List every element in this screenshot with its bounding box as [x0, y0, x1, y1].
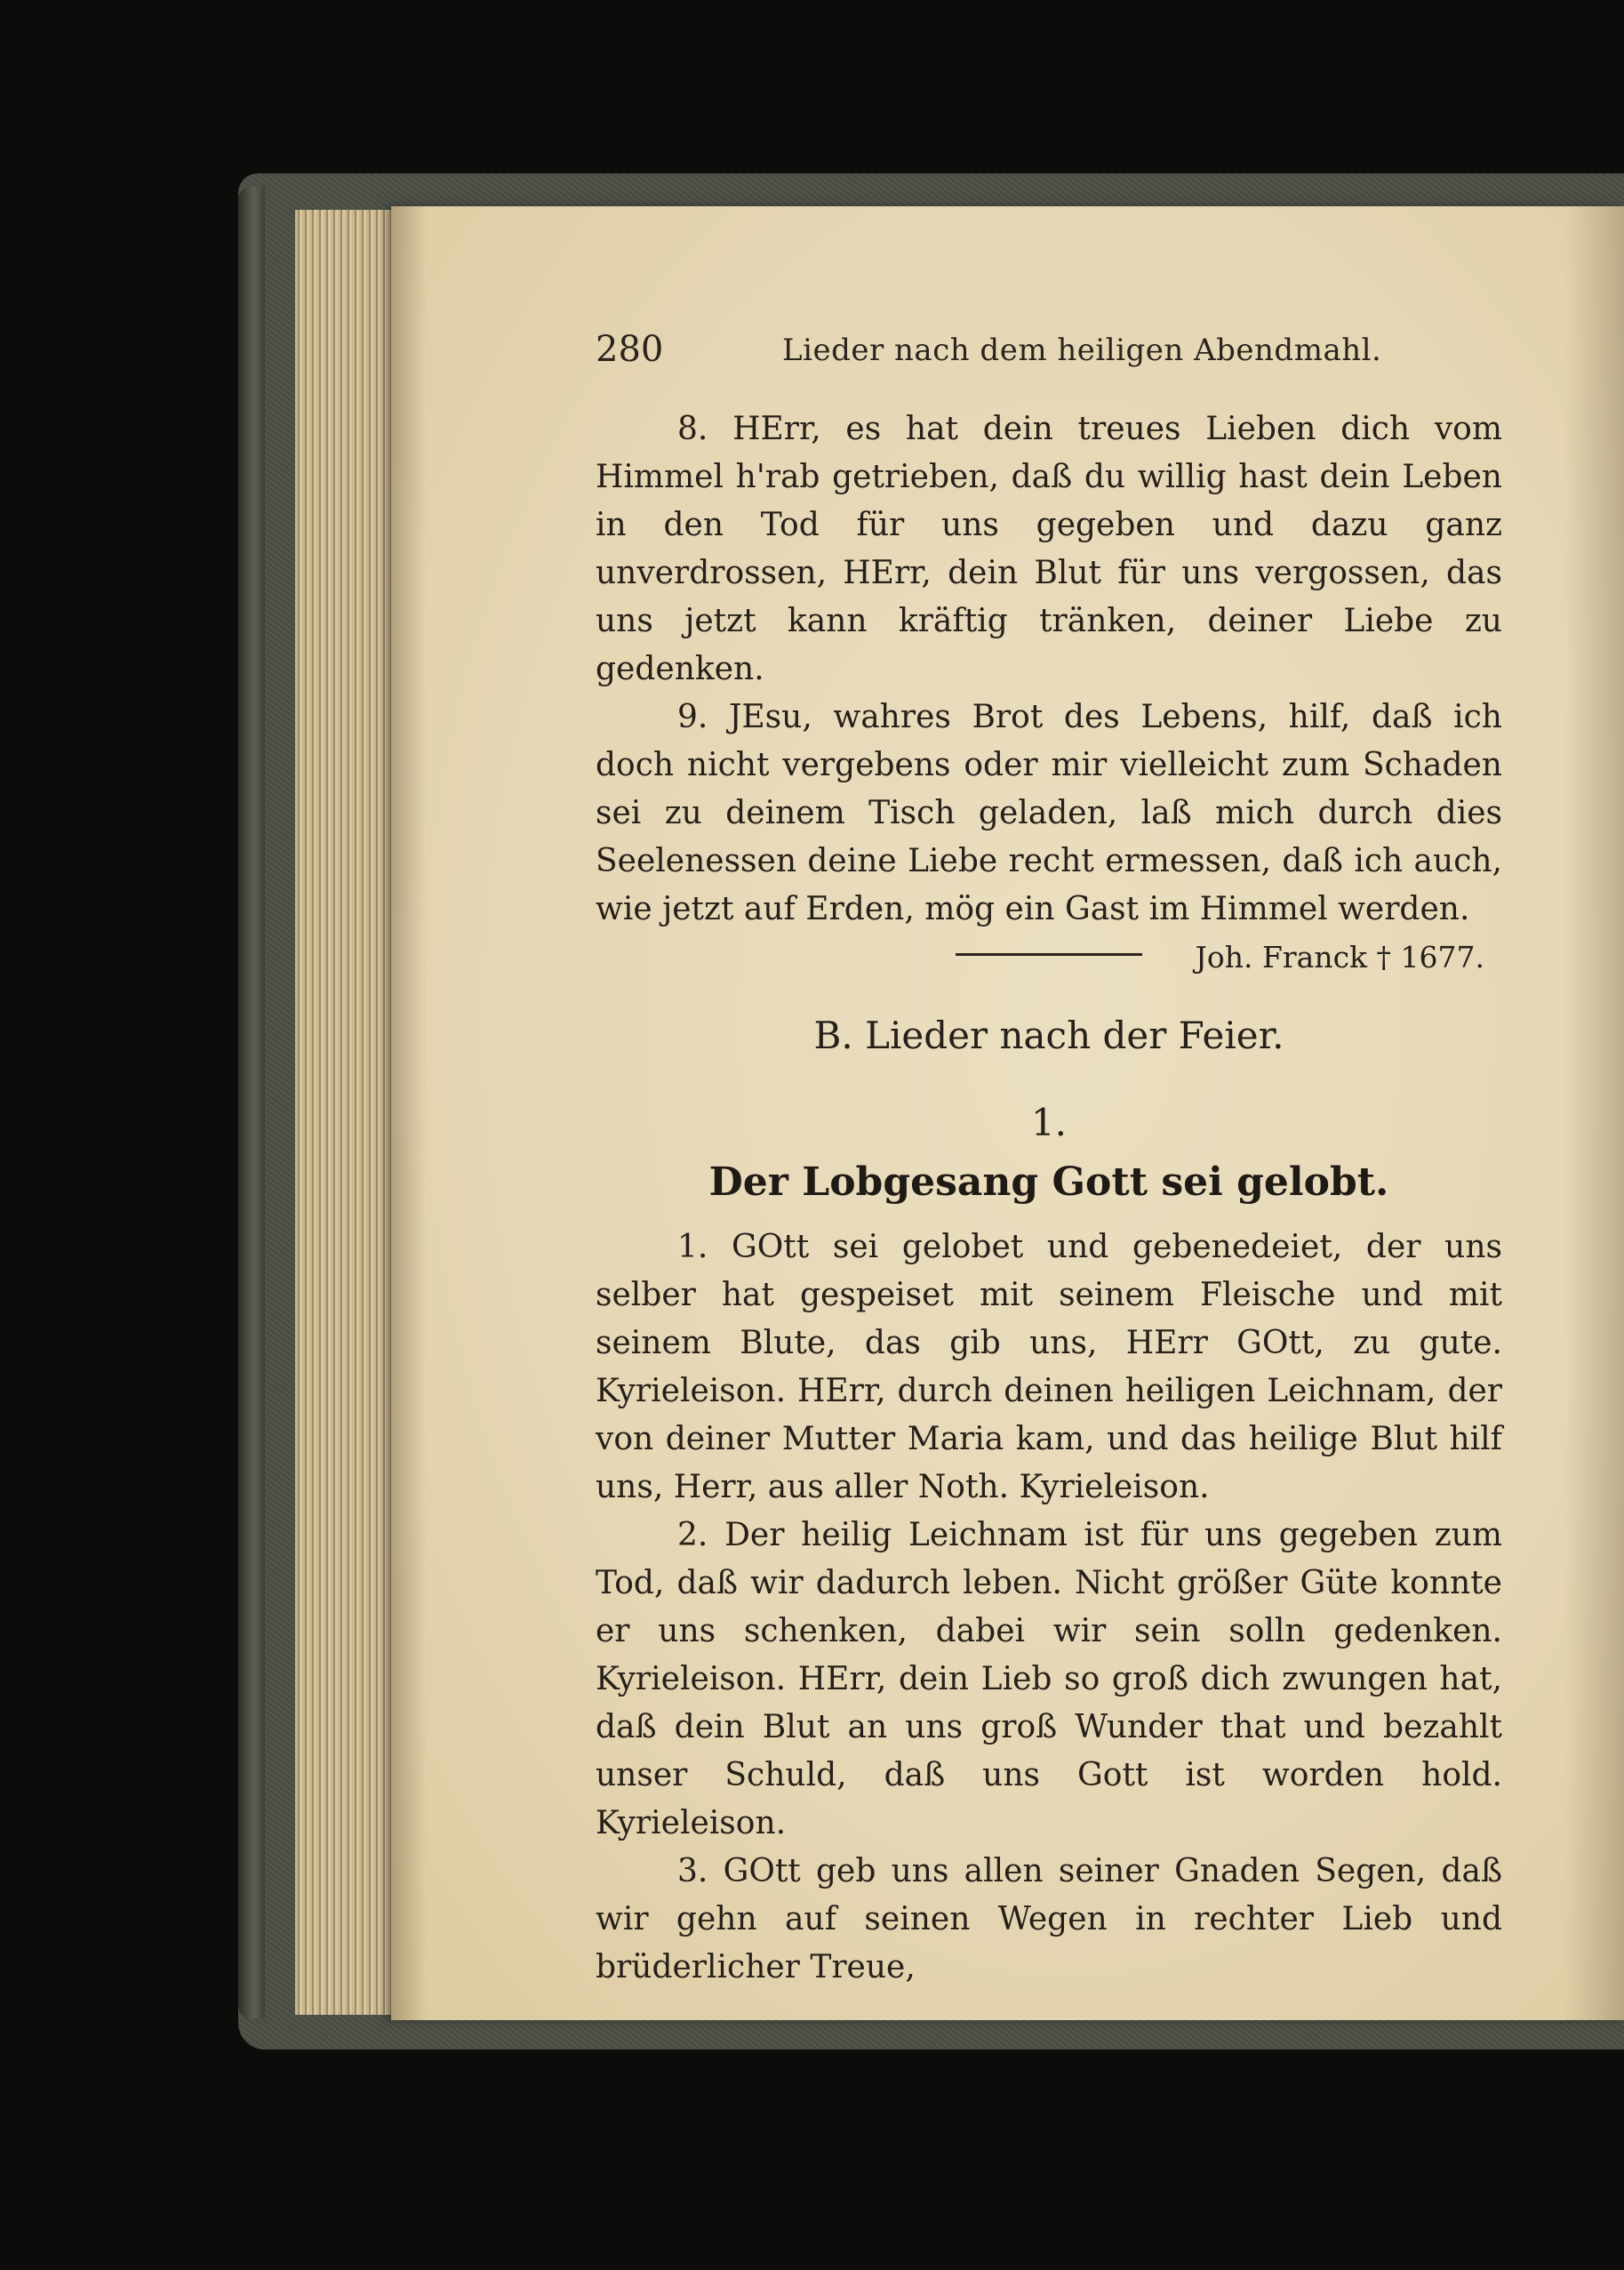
book-spine-edge: [238, 187, 265, 2018]
page-gutter-shadow: [391, 206, 427, 2020]
song-verse-2: 2. Der heilig Leichnam ist für uns gegeben zum Tod, daß wir dadurch leben. Nicht größer Güte konnte er uns schenken, dabei wir sein solln gedenken. Kyrieleison. HErr, dein Lieb so groß dich zwungen hat, daß dein Blut an uns groß Wunder that und bezahlt unser Schuld, daß uns Gott ist worden hold. Kyrieleison.: [596, 1517, 1502, 1841]
song-verse-1: 1. GOtt sei gelobet und gebenedeiet, der uns selber hat gespeiset mit seinem Fleische und mit seinem Blute, das gib uns, HErr GOtt, zu gute. Kyrieleison. HErr, durch deinen heiligen Leichnam, der von deiner Mutter Maria kam, und das heilige Blut hilf uns, Herr, aus aller Noth. Kyrieleison.: [596, 1229, 1502, 1505]
section-divider: [956, 953, 1142, 956]
verse-8: 8. HErr, es hat dein treues Lieben dich vom Himmel h'rab getrieben, daß du willig hast dein Leben in den Tod für uns gegeben und dazu ganz unverdrossen, HErr, dein Blut für uns vergossen, das uns jetzt kann kräftig tränken, deiner Liebe zu gedenken.: [596, 411, 1502, 687]
verse-9: 9. JEsu, wahres Brot des Lebens, hilf, daß ich doch nicht vergebens oder mir vielleicht zum Schaden sei zu deinem Tisch geladen, laß mich durch dies Seelenessen deine Liebe recht ermessen, daß ich auch, wie jetzt auf Erden, mög ein Gast im Himmel werden.: [596, 699, 1502, 927]
verses-top: [596, 405, 1502, 982]
verses-bottom: [596, 1223, 1502, 1992]
attribution: Joh. Franck † 1677.: [1195, 940, 1484, 975]
page-number: 280: [596, 329, 664, 370]
song-number: 1.: [1030, 1101, 1068, 1144]
song-title: Der Lobgesang Gott sei gelobt.: [708, 1159, 1389, 1205]
section-heading: B. Lieder nach der Feier.: [813, 1014, 1284, 1057]
page-edge-shadow: [1564, 206, 1624, 2020]
running-title: Lieder nach dem heiligen Abendmahl.: [782, 333, 1382, 368]
running-header: [596, 329, 1502, 379]
song-verse-3: 3. GOtt geb uns allen seiner Gnaden Segen, daß wir gehn auf seinen Wegen in rechter Lieb und brüderlicher Treue,: [596, 1853, 1502, 1985]
